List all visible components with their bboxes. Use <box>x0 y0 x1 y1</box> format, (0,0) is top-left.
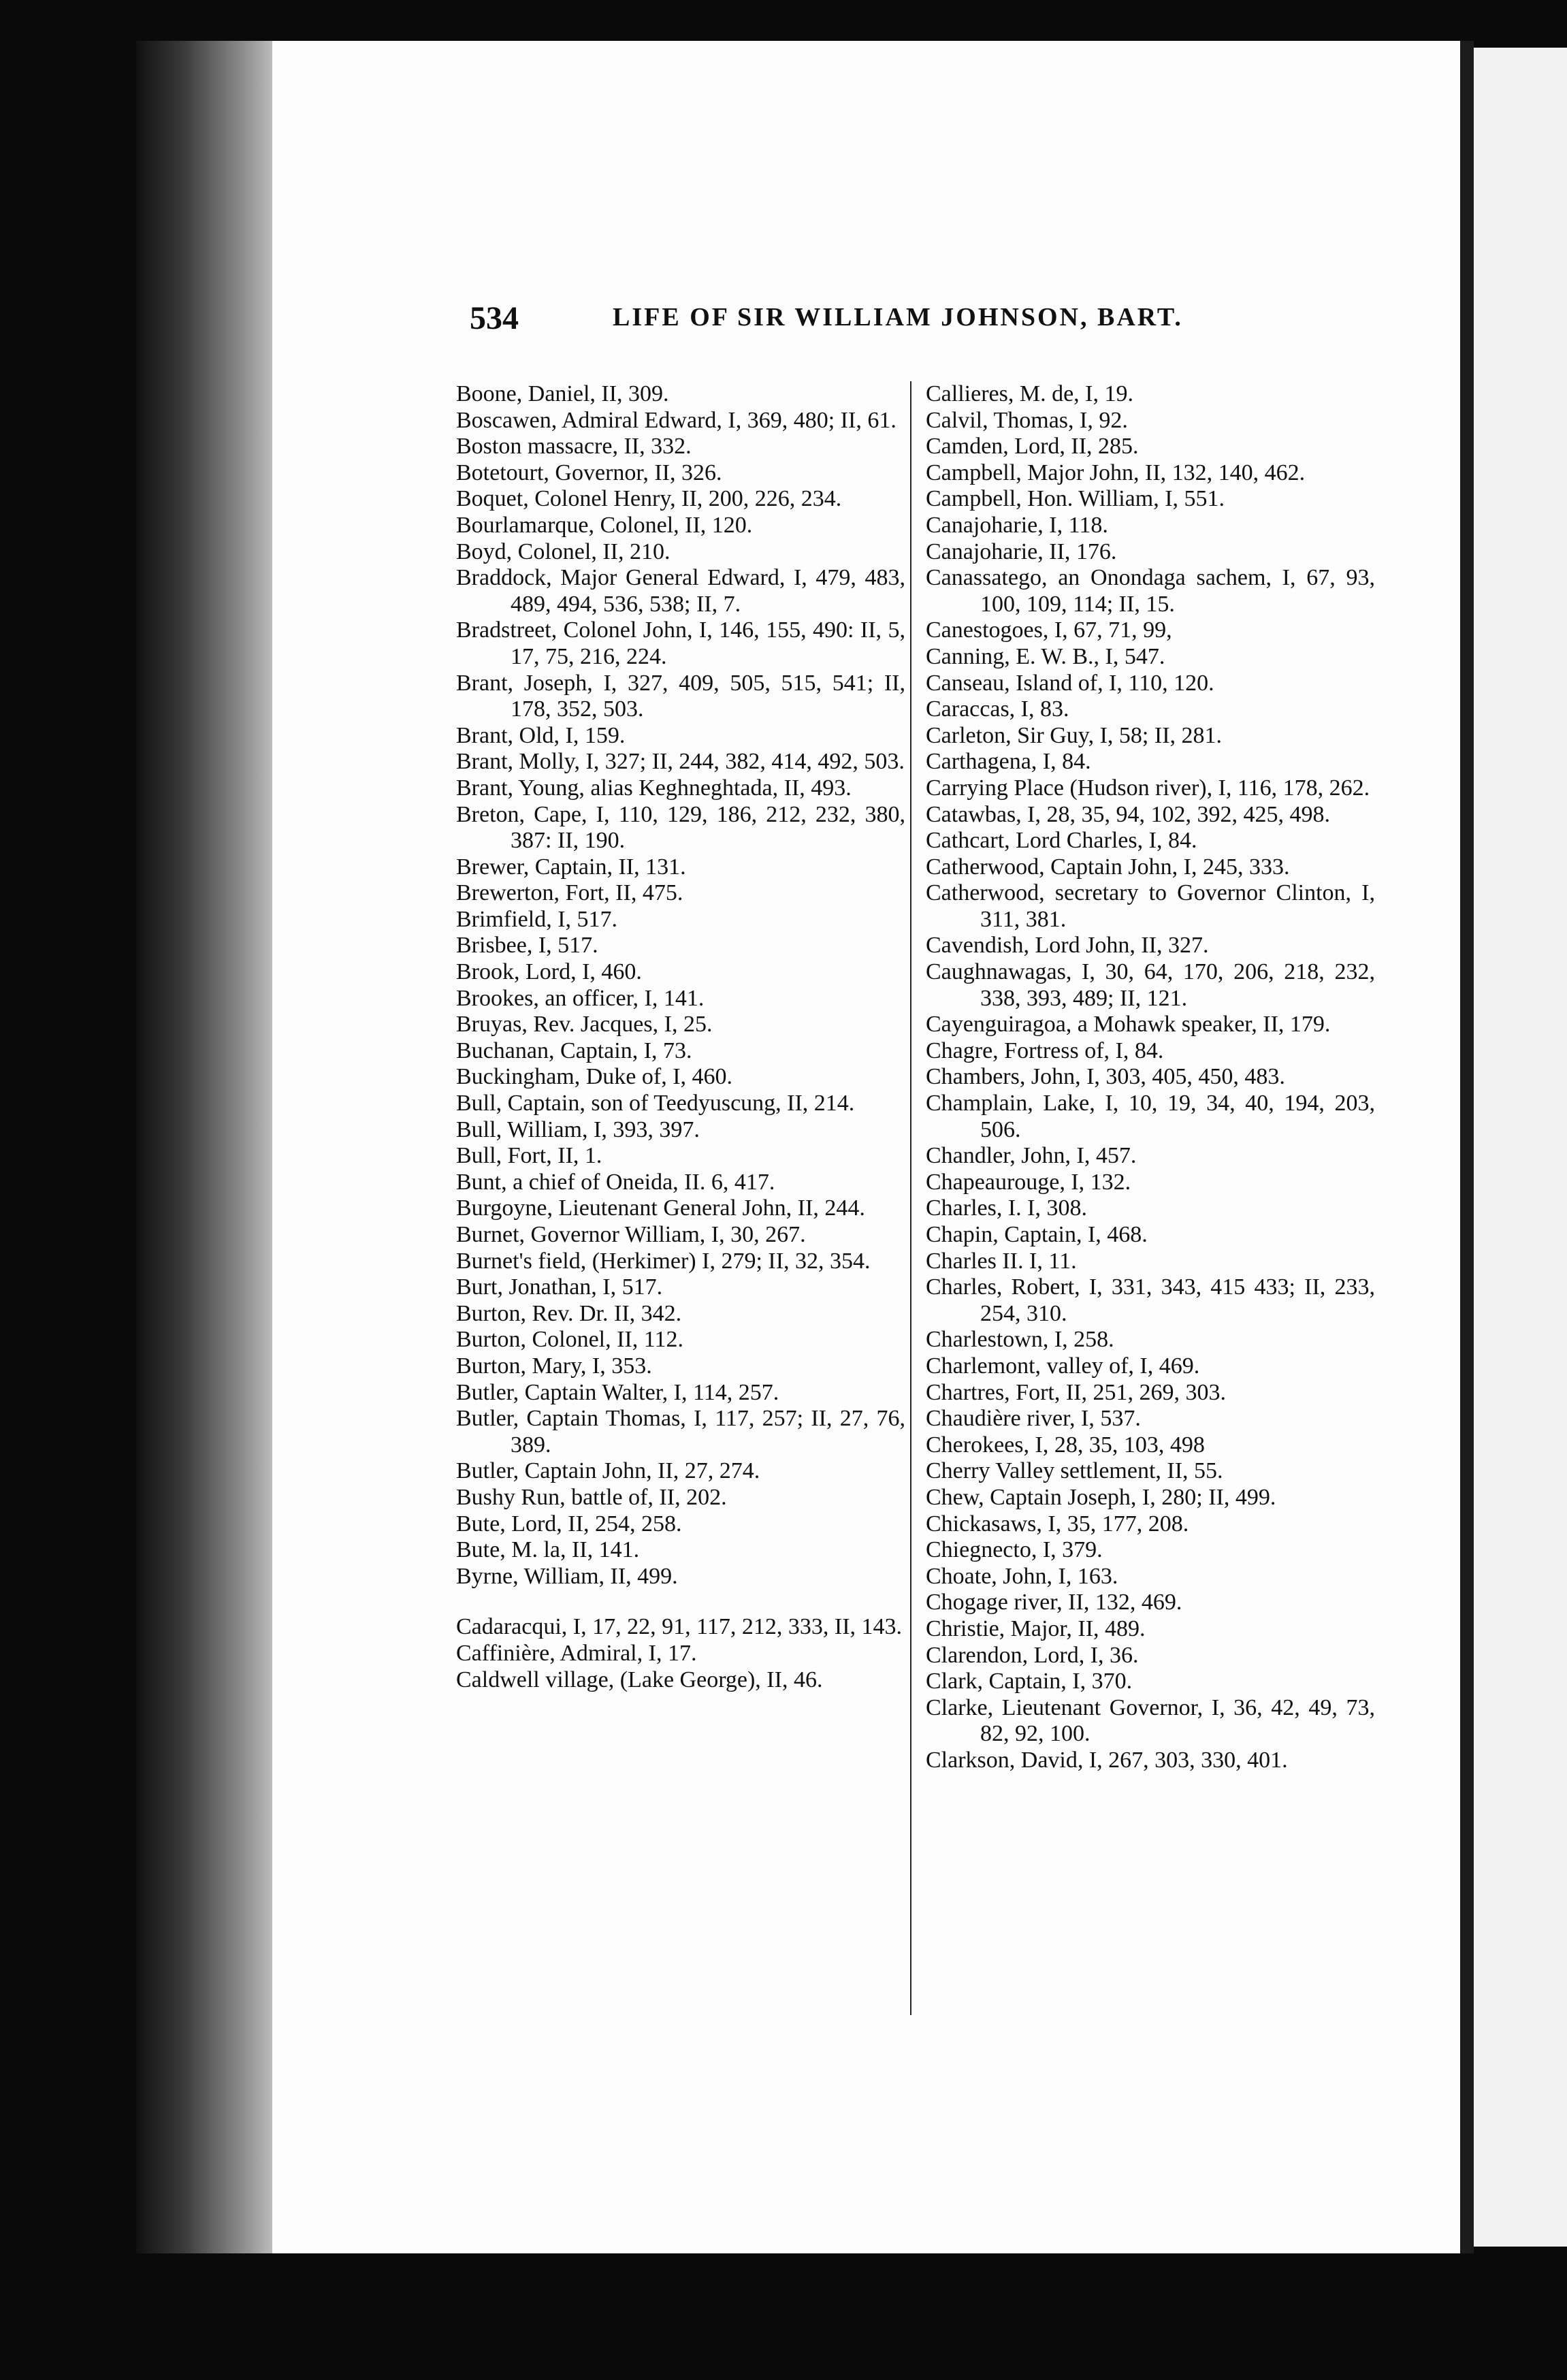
index-entry: Burt, Jonathan, I, 517. <box>456 1274 663 1300</box>
index-column-right <box>926 381 1375 1773</box>
index-entry: Boyd, Colonel, II, 210. <box>456 538 671 564</box>
index-entry: Cavendish, Lord John, II, 327. <box>926 933 1209 959</box>
index-entry: Calvil, Thomas, I, 92. <box>926 407 1128 433</box>
index-entry: Breton, Cape, I, 110, 129, 186, 212, 232, 380, 387: II, 190. <box>456 801 905 854</box>
index-entry: Canseau, Island of, I, 110, 120. <box>926 670 1214 696</box>
facing-page-edge <box>1474 48 1567 2247</box>
index-entry: Bute, M. la, II, 141. <box>456 1537 640 1563</box>
index-entry: Clarkson, David, I, 267, 303, 330, 401. <box>926 1747 1288 1773</box>
index-entry: Campbell, Hon. William, I, 551. <box>926 486 1225 512</box>
index-entry: Burton, Rev. Dr. II, 342. <box>456 1300 682 1326</box>
index-entry: Chaudière river, I, 537. <box>926 1406 1141 1432</box>
index-entry: Clark, Captain, I, 370. <box>926 1669 1133 1694</box>
index-entry: Cherokees, I, 28, 35, 103, 498 <box>926 1432 1205 1458</box>
index-entry: Cadaracqui, I, 17, 22, 91, 117, 212, 333, II, 143. <box>456 1614 903 1640</box>
index-entry: Boston massacre, II, 332. <box>456 434 692 460</box>
index-entry: Buckingham, Duke of, I, 460. <box>456 1064 733 1090</box>
index-entry: Choate, John, I, 163. <box>926 1563 1118 1589</box>
index-entry: Charlemont, valley of, I, 469. <box>926 1353 1200 1379</box>
index-entry: Callieres, M. de, I, 19. <box>926 381 1133 406</box>
index-entry: Caughnawagas, I, 30, 64, 170, 206, 218, 232, 338, 393, 489; II, 121. <box>926 959 1375 1011</box>
index-entry: Campbell, Major John, II, 132, 140, 462. <box>926 460 1306 485</box>
column-rule <box>910 381 911 2015</box>
index-entry: Brisbee, I, 517. <box>456 933 598 959</box>
index-entry: Carthagena, I, 84. <box>926 749 1091 775</box>
index-entry: Bradstreet, Colonel John, I, 146, 155, 490: II, 5, 17, 75, 216, 224. <box>456 617 905 669</box>
index-entry: Catherwood, Captain John, I, 245, 333. <box>926 854 1290 880</box>
index-entry: Botetourt, Governor, II, 326. <box>456 460 722 485</box>
index-entry: Brewerton, Fort, II, 475. <box>456 880 683 906</box>
index-entry: Brant, Molly, I, 327; II, 244, 382, 414, 492, 503. <box>456 749 905 775</box>
index-entry: Champlain, Lake, I, 10, 19, 34, 40, 194, 203, 506. <box>926 1091 1375 1142</box>
index-entry: Boone, Daniel, II, 309. <box>456 381 669 406</box>
index-entry: Butler, Captain John, II, 27, 274. <box>456 1458 760 1484</box>
index-entry: Chambers, John, I, 303, 405, 450, 483. <box>926 1064 1285 1090</box>
index-entry: Burnet, Governor William, I, 30, 267. <box>456 1222 806 1247</box>
index-entry: Caffinière, Admiral, I, 17. <box>456 1640 697 1666</box>
index-entry: Charles, I. I, 308. <box>926 1195 1088 1221</box>
index-entry: Bull, Captain, son of Teedyuscung, II, 214. <box>456 1091 855 1116</box>
index-entry: Camden, Lord, II, 285. <box>926 434 1139 460</box>
index-entry: Charles II. I, 11. <box>926 1248 1077 1274</box>
index-entry: Braddock, Major General Edward, I, 479, 483, 489, 494, 536, 538; II, 7. <box>456 565 905 617</box>
index-entry: Chogage river, II, 132, 469. <box>926 1590 1182 1615</box>
index-entry: Chartres, Fort, II, 251, 269, 303. <box>926 1379 1227 1405</box>
index-entry: Clarendon, Lord, I, 36. <box>926 1642 1139 1668</box>
page-number: 534 <box>470 300 519 336</box>
letter-section-gap <box>456 1590 905 1614</box>
index-entry: Brimfield, I, 517. <box>456 906 618 932</box>
index-entry: Brant, Old, I, 159. <box>456 722 626 748</box>
index-entry: Caraccas, I, 83. <box>926 696 1069 722</box>
book-spine <box>136 41 272 2253</box>
index-entry: Canajoharie, II, 176. <box>926 538 1117 564</box>
index-entry: Brookes, an officer, I, 141. <box>456 985 705 1011</box>
index-entry: Cathcart, Lord Charles, I, 84. <box>926 828 1197 854</box>
index-entry: Chandler, John, I, 457. <box>926 1143 1137 1169</box>
index-entry: Buchanan, Captain, I, 73. <box>456 1038 692 1063</box>
index-entry: Byrne, William, II, 499. <box>456 1563 678 1589</box>
index-entry: Bull, William, I, 393, 397. <box>456 1116 700 1142</box>
index-entry: Chickasaws, I, 35, 177, 208. <box>926 1511 1189 1537</box>
index-entry: Bull, Fort, II, 1. <box>456 1143 602 1169</box>
index-entry: Canestogoes, I, 67, 71, 99, <box>926 617 1172 643</box>
index-entry: Bruyas, Rev. Jacques, I, 25. <box>456 1012 713 1038</box>
index-entry: Chagre, Fortress of, I, 84. <box>926 1038 1164 1063</box>
index-entry: Chew, Captain Joseph, I, 280; II, 499. <box>926 1484 1276 1510</box>
index-entry: Bushy Run, battle of, II, 202. <box>456 1484 727 1510</box>
index-entry: Charles, Robert, I, 331, 343, 415 433; II, 233, 254, 310. <box>926 1274 1375 1326</box>
index-entry: Brant, Young, alias Keghneghtada, II, 493. <box>456 775 852 801</box>
running-title: LIFE OF SIR WILLIAM JOHNSON, BART. <box>613 303 1183 332</box>
index-entry: Burton, Mary, I, 353. <box>456 1353 652 1379</box>
index-entry: Bute, Lord, II, 254, 258. <box>456 1511 682 1537</box>
page-header <box>470 300 1382 347</box>
index-entry: Boscawen, Admiral Edward, I, 369, 480; II, 61. <box>456 407 896 433</box>
index-entry: Clarke, Lieutenant Governor, I, 36, 42, 49, 73, 82, 92, 100. <box>926 1694 1375 1747</box>
index-entry: Brewer, Captain, II, 131. <box>456 854 686 880</box>
index-entry: Charlestown, I, 258. <box>926 1327 1114 1353</box>
index-entry: Bunt, a chief of Oneida, II. 6, 417. <box>456 1169 775 1195</box>
index-entry: Chapin, Captain, I, 468. <box>926 1222 1148 1247</box>
index-entry: Cherry Valley settlement, II, 55. <box>926 1458 1223 1484</box>
index-entry: Catawbas, I, 28, 35, 94, 102, 392, 425, 498. <box>926 801 1331 827</box>
index-entry: Christie, Major, II, 489. <box>926 1615 1146 1641</box>
index-entry: Caldwell village, (Lake George), II, 46. <box>456 1667 823 1692</box>
index-entry: Burnet's field, (Herkimer) I, 279; II, 32, 354. <box>456 1248 871 1274</box>
index-entry: Brant, Joseph, I, 327, 409, 505, 515, 541; II, 178, 352, 503. <box>456 670 905 722</box>
index-columns <box>456 381 1382 2015</box>
index-column-left <box>456 381 905 1693</box>
index-entry: Burgoyne, Lieutenant General John, II, 244. <box>456 1195 865 1221</box>
index-entry: Burton, Colonel, II, 112. <box>456 1327 683 1353</box>
index-entry: Cayenguiragoa, a Mohawk speaker, II, 179. <box>926 1012 1331 1038</box>
index-entry: Carrying Place (Hudson river), I, 116, 178, 262. <box>926 775 1370 801</box>
index-entry: Chapeaurouge, I, 132. <box>926 1169 1131 1195</box>
index-entry: Catherwood, secretary to Governor Clinton, I, 311, 381. <box>926 880 1375 932</box>
index-entry: Canning, E. W. B., I, 547. <box>926 643 1165 669</box>
index-entry: Canassatego, an Onondaga sachem, I, 67, 93, 100, 109, 114; II, 15. <box>926 565 1375 617</box>
index-entry: Boquet, Colonel Henry, II, 200, 226, 234. <box>456 486 842 512</box>
index-entry: Butler, Captain Thomas, I, 117, 257; II, 27, 76, 389. <box>456 1406 905 1458</box>
index-entry: Canajoharie, I, 118. <box>926 512 1108 538</box>
index-entry: Chiegnecto, I, 379. <box>926 1537 1103 1563</box>
index-entry: Brook, Lord, I, 460. <box>456 959 642 985</box>
index-entry: Bourlamarque, Colonel, II, 120. <box>456 512 753 538</box>
page-edge-shadow <box>1460 41 1474 2253</box>
index-entry: Butler, Captain Walter, I, 114, 257. <box>456 1379 779 1405</box>
index-entry: Carleton, Sir Guy, I, 58; II, 281. <box>926 722 1223 748</box>
